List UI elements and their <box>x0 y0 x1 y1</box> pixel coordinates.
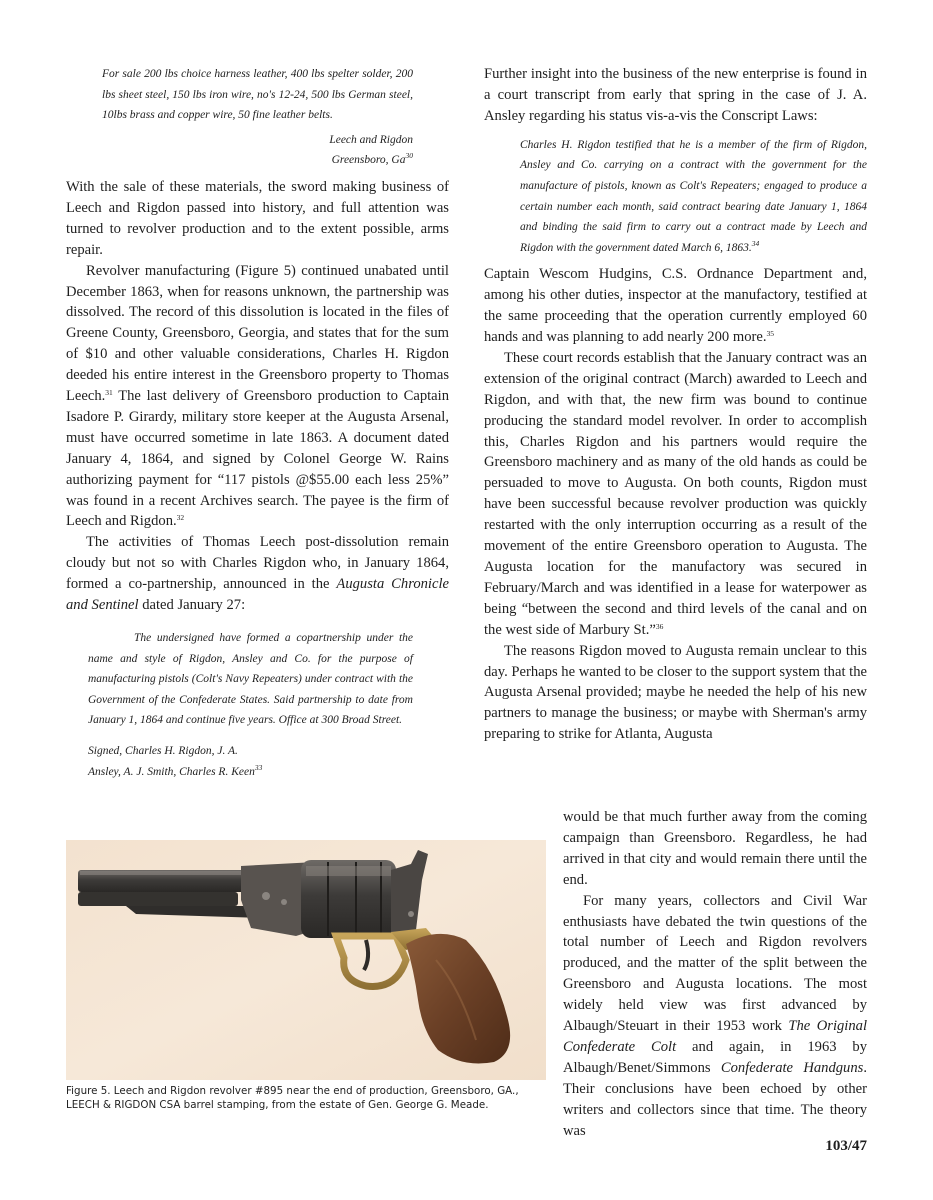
paragraph-move-reasons: The reasons Rigdon moved to Augusta remain unclear to this day. Perhaps he wanted to be closer to the support system that the Augusta Arsenal provided; maybe he needed the help of his new partners to manage the business; or maybe with Sherman's army preparing to strike for Atlanta, Augusta <box>484 642 867 743</box>
testimony-quote: Charles H. Rigdon testified that he is a member of the firm of Rigdon, Ansley and Co. carrying on a contract with the government for the manufacture of pistols, known as Colt's Repeaters; engaged to produce a certain number each month, said contract bearing date January 1, 1864 and binding the said firm to carry out a contract made by Leech and Rigdon with the government dated March 6, 1863.34 <box>520 138 867 254</box>
paragraph-contract-extension: These court records establish that the January contract was an extension of the original contract (March) awarded to Leech and Rigdon, and with that, the new firm was bound to continue producing the standard model revolver. In order to accomplish this, Charles Rigdon and his partners would require the Greensboro machinery and as many of the old hands as could be persuaded to move to Augusta. On both counts, Rigdon must have been successful because revolver production was quickly restarted with the only interruption occurring as a result of the movement of the entire Greensboro operation to Augusta. The Augusta location for the manufactory was secured in February/March and was identified in a lease for waterpower as being “between the second and third levels of the canal and on the west side of Marbury St.”$^{36}$ <box>484 349 867 638</box>
advertisement-signature: Leech and Rigdon Greensboro, Ga$^{30}$ <box>329 133 413 167</box>
paragraph-production-debate: For many years, collectors and Civil War enthusiasts have debated the twin questions of the total number of Leech and Rigdon revolvers produced, and the matter of the split between the Greensboro and Augusta locations. The most widely held view was first advanced by Albaugh/Steuart in their 1953 work The Original Confederate Colt and again, in 1963 by Albaugh/Benet/Simmons Confederate Handguns. Their conclusions have been echoed by other writers and collectors since that time. The theory was <box>563 892 868 1139</box>
footnote-35: 35 <box>766 329 774 338</box>
figure-revolver-photo <box>66 840 546 1080</box>
paragraph-hudgins: Captain Wescom Hudgins, C.S. Ordnance Department and, among his other duties, inspector at the manufactory, testified at the same proceeding that the operation currently employed 60 hands and was planning to add nearly 200 more.$^{35}$ <box>484 266 867 345</box>
footnote-32: 32 <box>176 513 185 523</box>
newspaper-title: Augusta Chronicle and Sentinel <box>66 576 449 614</box>
wrapped-text <box>563 807 867 1142</box>
footnote-30: 30 <box>405 151 413 161</box>
paragraph-sale: With the sale of these materials, the sword making business of Leech and Rigdon passed into history, and full attention was turned to revolver production and to the extent possible, arms repair. <box>66 178 449 258</box>
paragraph-dissolution: Revolver manufacturing (Figure 5) continued unabated until December 1863, when for reasons unknown, the partnership was dissolved. The record of this dissolution is located in the files of Greene County, Greensboro, Georgia, and states that for the sum of $10 and other valuable considerations, Charles H. Rigdon deeded his entire interest in the Greensboro property to Thomas Leech.$^{31}$ The last delivery of Greensboro production to Captain Isadore P. Girardy, military store keeper at the Augusta Arsenal, must have occurred sometime in late 1863. A document dated January 4, 1864, and signed by Colonel George W. Rains authorizing payment for “117 pistols @$55.00 each less 25%” was found in a recent Archives search. The payee is the firm of Leech and Rigdon.$^{32}$ <box>66 262 449 530</box>
footnote-33: 33 <box>254 762 263 772</box>
page-number: 103/47 <box>825 1138 867 1154</box>
left-column <box>66 64 449 790</box>
copartnership-quote: The undersigned have formed a copartnership under the name and style of Rigdon, Ansley and Co. for the purpose of manufacturing pistols (Colt's Navy Repeaters) under contract with the Government of the Confederate States. Said partnership to date from January 1, 1864 and continue five years. Office at 300 Broad Street. Signed, Charles H. Rigdon, J. A. Ansley, A. J. Smith, Charles R. Keen$^{33}$ <box>66 628 449 782</box>
footnote-34: 34 <box>751 238 760 248</box>
paragraph-court-transcript: Further insight into the business of the new enterprise is found in a court transcript from early that spring in the case of J. A. Ansley regarding his status vis-a-vis the Conscript Laws: <box>484 66 867 124</box>
footnote-36: 36 <box>655 621 664 631</box>
figure-caption: Figure 5. Leech and Rigdon revolver #895 near the end of production, Greensboro, GA., LEECH & RIGDON CSA barrel stamping, from the estate of Gen. George G. Meade. <box>66 1085 519 1111</box>
footnote-31: 31 <box>105 388 113 398</box>
paragraph-move-reasons-continued: would be that much further away from the coming campaign than Greensboro. Regardless, he had arrived in that city and would remain there until the end. <box>563 809 867 888</box>
book-title-original-confederate-colt: The Original Confederate Colt <box>563 1018 868 1055</box>
copartnership-signatories: Signed, Charles H. Rigdon, J. A. Ansley, A. J. Smith, Charles R. Keen$^{33}$ <box>88 744 263 778</box>
right-column <box>484 64 867 745</box>
revolver-illustration <box>66 840 546 1080</box>
book-title-confederate-handguns: Confederate Handguns <box>720 1059 864 1076</box>
paragraph-copartnership: The activities of Thomas Leech post-dissolution remain cloudy but not so with Charles Rigdon who, in January 1864, formed a co-partnership, announced in the Augusta Chronicle and Sentinel dated January 27: <box>66 534 449 614</box>
advertisement-quote: For sale 200 lbs choice harness leather, 400 lbs spelter solder, 200 lbs sheet steel, 150 lbs iron wire, no's 12-24, 500 lbs German steel, 10lbs brass and copper wire, 50 fine leather belts. <box>102 68 413 122</box>
